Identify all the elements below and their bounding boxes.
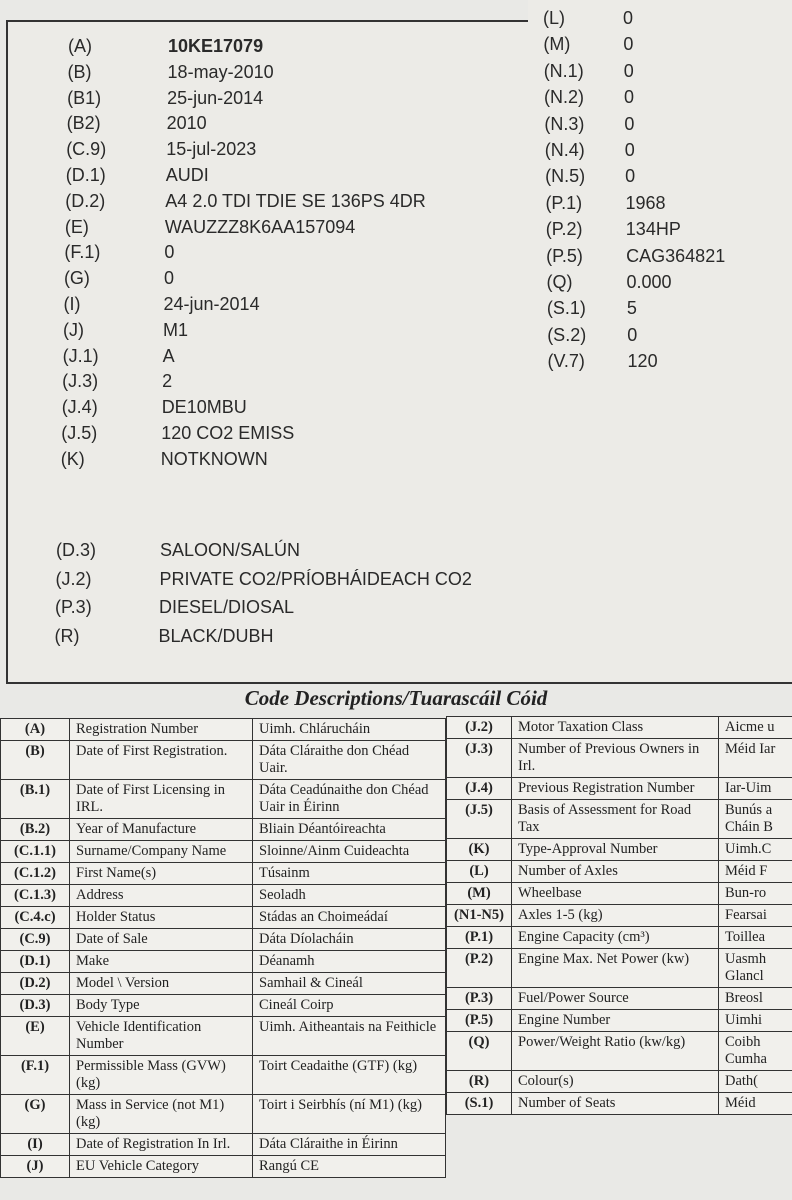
description-irish: Bunús a Cháin B (719, 800, 792, 839)
field-code: (J.4) (61, 397, 98, 418)
description-code: (C.1.3) (1, 885, 70, 907)
descriptions-title: Code Descriptions/Tuarascáil Cóid (244, 686, 548, 710)
field-value: 18-may-2010 (167, 61, 274, 82)
description-english: Engine Max. Net Power (kw) (512, 949, 719, 988)
description-irish: Bun-ro (719, 883, 792, 905)
description-english: Year of Manufacture (70, 819, 253, 841)
field-code: (F.1) (64, 242, 101, 263)
field-code: (D.3) (56, 540, 96, 560)
field-code: (B1) (67, 87, 102, 108)
field-code: (G) (63, 268, 90, 289)
description-code: (J.4) (447, 778, 512, 800)
description-row (1, 719, 446, 741)
field-code: (B) (67, 61, 92, 82)
field-code: (J.3) (62, 371, 99, 392)
field-value: A4 2.0 TDI TDIE SE 136PS 4DR (165, 190, 426, 211)
field-code: (B2) (66, 113, 101, 134)
field-code: (N.5) (545, 166, 586, 187)
description-irish: Dáta Díolacháin (253, 929, 446, 951)
field-value: PRIVATE CO2/PRÍOBHÁIDEACH CO2 (159, 568, 472, 589)
description-code: (L) (447, 861, 512, 883)
description-row (1, 1056, 446, 1095)
description-row (1, 1134, 446, 1156)
description-english: Number of Previous Owners in Irl. (512, 739, 719, 778)
description-irish: Dáta Cláraithe don Chéad Uair. (253, 741, 446, 780)
field-value: 0 (623, 34, 634, 55)
field-code: (R) (54, 625, 80, 646)
description-code: (D.1) (1, 951, 70, 973)
description-english: Basis of Assessment for Road Tax (512, 800, 719, 839)
field-value: 0 (163, 268, 174, 289)
field-value: 2010 (166, 113, 207, 134)
field-code: (N.3) (544, 113, 585, 134)
description-row (1, 1095, 446, 1134)
description-row (1, 741, 446, 780)
field-value: CAG364821 (626, 245, 726, 266)
field-value: M1 (163, 319, 189, 340)
description-english: Model \ Version (70, 973, 253, 995)
descriptions-table-right (446, 716, 792, 1115)
description-english: Date of Registration In Irl. (70, 1134, 253, 1156)
field-code: (S.1) (546, 298, 586, 319)
description-code: (P.3) (447, 988, 512, 1010)
field-value: 15-jul-2023 (166, 139, 257, 160)
description-row (447, 949, 792, 988)
description-irish: Cineál Coirp (253, 995, 446, 1017)
description-code: (A) (1, 719, 70, 741)
description-code: (J.5) (447, 800, 512, 839)
description-irish: Méid Iar (719, 739, 792, 778)
field-code: (J.5) (61, 423, 98, 443)
description-irish: Uimh. Aitheantais na Feithicle (253, 1017, 446, 1056)
field-code: (S.2) (547, 324, 587, 345)
description-row (447, 739, 792, 778)
description-code: (C.9) (1, 929, 70, 951)
description-irish: Coibh Cumha (719, 1032, 792, 1071)
field-code: (M) (543, 34, 571, 55)
field-code: (P.1) (545, 192, 583, 213)
description-row (1, 819, 446, 841)
description-irish: Toirt i Seirbhís (ní M1) (kg) (253, 1095, 446, 1134)
description-irish: Déanamh (253, 951, 446, 973)
field-code: (L) (543, 8, 565, 28)
field-code: (P.5) (546, 245, 583, 266)
description-row (1, 1017, 446, 1056)
description-irish: Méid F (719, 861, 792, 883)
description-irish: Uasmh Glancl (719, 949, 792, 988)
description-code: (G) (1, 1095, 70, 1134)
description-row (1, 885, 446, 907)
description-code: (B) (1, 741, 70, 780)
field-code: (P.3) (55, 597, 92, 617)
description-irish: Toirt Ceadaithe (GTF) (kg) (253, 1056, 446, 1095)
description-english: Number of Seats (512, 1093, 719, 1115)
description-english: Fuel/Power Source (512, 988, 719, 1010)
field-value: DE10MBU (161, 397, 247, 418)
description-code: (N1-N5) (447, 905, 512, 927)
field-value: 10KE17079 (168, 36, 264, 56)
description-irish: Dáta Ceadúnaithe don Chéad Uair in Éirinn (253, 780, 446, 819)
description-row (1, 841, 446, 863)
description-irish: Aicme u (719, 717, 792, 739)
field-value: 0 (627, 324, 638, 345)
field-value: 0 (624, 140, 635, 160)
field-value: A (162, 345, 175, 366)
field-value: 0 (624, 87, 635, 108)
description-row (1, 1156, 446, 1178)
field-code: (A) (68, 36, 92, 56)
description-row (1, 929, 446, 951)
description-row (447, 1032, 792, 1071)
description-english: Body Type (70, 995, 253, 1017)
description-row (447, 927, 792, 949)
description-code: (M) (447, 883, 512, 905)
description-english: Engine Capacity (cm³) (512, 927, 719, 949)
field-code: (N.1) (543, 60, 584, 81)
description-row (447, 839, 792, 861)
description-row (447, 883, 792, 905)
field-value: BLACK/DUBH (158, 625, 274, 646)
description-irish: Toillea (719, 927, 792, 949)
field-value: WAUZZZ8K6AA157094 (164, 216, 356, 237)
description-row (447, 1010, 792, 1032)
description-code: (C.4.c) (1, 907, 70, 929)
field-code: (D.2) (65, 190, 106, 211)
description-english: Surname/Company Name (70, 841, 253, 863)
description-english: Permissible Mass (GVW) (kg) (70, 1056, 253, 1095)
description-code: (D.3) (1, 995, 70, 1017)
field-code: (J.2) (55, 568, 92, 589)
description-english: Date of Sale (70, 929, 253, 951)
description-code: (P.2) (447, 949, 512, 988)
description-english: EU Vehicle Category (70, 1156, 253, 1178)
certificate-top-strip (528, 0, 792, 22)
description-english: Motor Taxation Class (512, 717, 719, 739)
description-row (1, 907, 446, 929)
description-row (447, 717, 792, 739)
field-value: 0 (625, 166, 636, 187)
description-code: (F.1) (1, 1056, 70, 1095)
description-english: Vehicle Identification Number (70, 1017, 253, 1056)
field-value: 24-jun-2014 (163, 294, 260, 314)
description-english: Axles 1-5 (kg) (512, 905, 719, 927)
field-value: DIESEL/DIOSAL (159, 597, 295, 617)
description-code: (B.2) (1, 819, 70, 841)
field-value: 120 CO2 EMISS (161, 423, 295, 443)
description-irish: Seoladh (253, 885, 446, 907)
field-value: 1968 (625, 192, 666, 213)
description-code: (K) (447, 839, 512, 861)
description-row (1, 951, 446, 973)
field-value: 134HP (625, 219, 681, 240)
description-code: (J.2) (447, 717, 512, 739)
field-code: (D.1) (65, 165, 106, 185)
description-code: (E) (1, 1017, 70, 1056)
description-english: Date of First Registration. (70, 741, 253, 780)
description-row (447, 1071, 792, 1093)
description-irish: Sloinne/Ainm Cuideachta (253, 841, 446, 863)
description-english: Date of First Licensing in IRL. (70, 780, 253, 819)
field-value: AUDI (165, 165, 209, 185)
description-code: (C.1.2) (1, 863, 70, 885)
description-english: Power/Weight Ratio (kw/kg) (512, 1032, 719, 1071)
field-value: 25-jun-2014 (167, 87, 264, 108)
description-row (447, 1093, 792, 1115)
description-irish: Uimh.C (719, 839, 792, 861)
description-irish: Stádas an Choimeádaí (253, 907, 446, 929)
description-english: Holder Status (70, 907, 253, 929)
description-irish: Uimh. Chlárucháin (253, 719, 446, 741)
field-code: (C.9) (66, 139, 107, 160)
description-code: (J.3) (447, 739, 512, 778)
field-code: (I) (63, 294, 81, 314)
field-value: SALOON/SALÚN (160, 540, 301, 560)
field-value: 0.000 (626, 272, 672, 292)
field-code: (K) (60, 448, 85, 469)
description-irish: Dáta Cláraithe in Éirinn (253, 1134, 446, 1156)
description-code: (J) (1, 1156, 70, 1178)
description-row (447, 905, 792, 927)
description-english: Mass in Service (not M1) (kg) (70, 1095, 253, 1134)
description-irish: Méid (719, 1093, 792, 1115)
description-code: (I) (1, 1134, 70, 1156)
description-irish: Iar-Uim (719, 778, 792, 800)
field-value: 0 (624, 113, 635, 134)
description-row (1, 995, 446, 1017)
description-irish: Uimhi (719, 1010, 792, 1032)
description-irish: Bliain Déantóireachta (253, 819, 446, 841)
field-value: 2 (162, 371, 173, 392)
field-value: 0 (164, 242, 175, 263)
description-row (1, 780, 446, 819)
field-code: (V.7) (547, 351, 585, 372)
description-row (447, 778, 792, 800)
description-english: Make (70, 951, 253, 973)
description-code: (P.5) (447, 1010, 512, 1032)
description-english: Type-Approval Number (512, 839, 719, 861)
description-row (1, 863, 446, 885)
description-english: First Name(s) (70, 863, 253, 885)
field-code: (Q) (546, 272, 573, 292)
description-english: Colour(s) (512, 1071, 719, 1093)
description-code: (R) (447, 1071, 512, 1093)
description-code: (B.1) (1, 780, 70, 819)
description-row (447, 861, 792, 883)
description-code: (S.1) (447, 1093, 512, 1115)
description-irish: Samhail & Cineál (253, 973, 446, 995)
description-irish: Túsainm (253, 863, 446, 885)
field-code: (E) (64, 216, 89, 237)
field-code: (N.4) (544, 140, 585, 160)
description-english: Engine Number (512, 1010, 719, 1032)
description-irish: Fearsai (719, 905, 792, 927)
description-irish: Breosl (719, 988, 792, 1010)
description-english: Number of Axles (512, 861, 719, 883)
description-code: (P.1) (447, 927, 512, 949)
description-row (1, 973, 446, 995)
field-value: 0 (623, 8, 634, 28)
field-value: 0 (623, 60, 634, 81)
description-code: (C.1.1) (1, 841, 70, 863)
description-english: Address (70, 885, 253, 907)
description-english: Registration Number (70, 719, 253, 741)
description-english: Wheelbase (512, 883, 719, 905)
field-value: 120 (627, 351, 658, 372)
description-row (447, 800, 792, 839)
description-code: (Q) (447, 1032, 512, 1071)
field-code: (J.1) (62, 345, 99, 366)
description-irish: Rangú CE (253, 1156, 446, 1178)
field-value: 5 (626, 298, 637, 319)
description-irish: Dath( (719, 1071, 792, 1093)
description-english: Previous Registration Number (512, 778, 719, 800)
field-code: (N.2) (544, 87, 585, 108)
field-code: (J) (63, 319, 85, 340)
field-code: (P.2) (545, 219, 583, 240)
description-row (447, 988, 792, 1010)
field-value: NOTKNOWN (160, 448, 268, 469)
description-code: (D.2) (1, 973, 70, 995)
descriptions-table-left (0, 718, 446, 1178)
